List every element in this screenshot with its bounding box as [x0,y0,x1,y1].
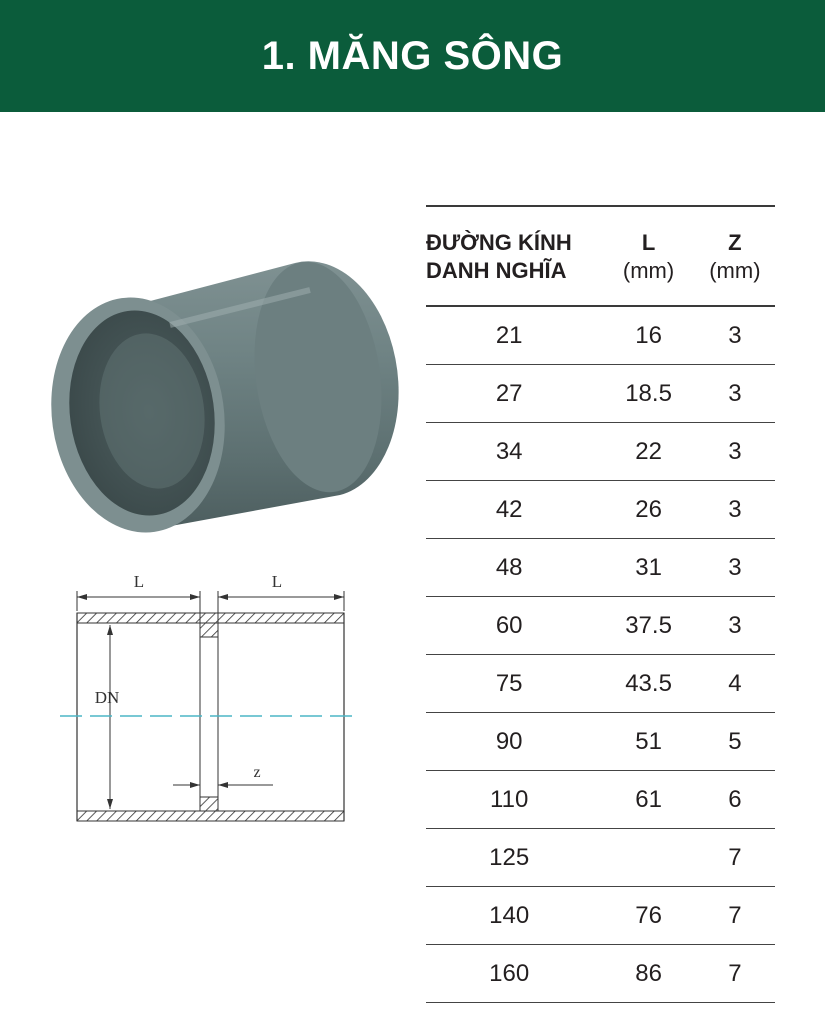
table-row [426,771,775,829]
header-dn-line1: ĐƯỜNG KÍNH [426,230,572,255]
header-z [695,206,775,306]
cell-z: 3 [695,597,775,655]
dim-dn: DN [94,688,120,707]
table-row [426,597,775,655]
cell-nominal-diameter: 110 [426,771,602,829]
cell-l: 76 [602,887,694,945]
cell-nominal-diameter: 27 [426,365,602,423]
coupling-photo [40,245,400,545]
cell-z: 3 [695,306,775,365]
title-banner [0,0,825,112]
table-body [426,306,775,1003]
header-nominal-diameter [426,206,602,306]
dim-l-right: L [271,572,283,591]
table-row [426,481,775,539]
table-header-row [426,206,775,306]
cell-nominal-diameter: 75 [426,655,602,713]
header-l [602,206,694,306]
table-row [426,829,775,887]
dim-l-left: L [133,572,145,591]
cell-nominal-diameter: 48 [426,539,602,597]
cell-z: 7 [695,887,775,945]
table-row [426,306,775,365]
header-l-unit: (mm) [622,258,675,283]
cell-nominal-diameter: 21 [426,306,602,365]
dimension-table [426,205,775,1003]
header-z-name: Z [728,230,742,255]
cell-nominal-diameter: 140 [426,887,602,945]
cell-nominal-diameter: 160 [426,945,602,1003]
table-row [426,539,775,597]
cell-l: 37.5 [602,597,694,655]
cell-z: 6 [695,771,775,829]
cell-nominal-diameter: 60 [426,597,602,655]
cell-z: 5 [695,713,775,771]
table-row [426,655,775,713]
cell-l: 22 [602,423,694,481]
cell-z: 3 [695,365,775,423]
header-z-unit: (mm) [709,258,761,283]
cell-nominal-diameter: 42 [426,481,602,539]
table-row [426,365,775,423]
cell-nominal-diameter: 125 [426,829,602,887]
cell-l: 43.5 [602,655,694,713]
cell-nominal-diameter: 34 [426,423,602,481]
header-dn-line2: DANH NGHĨA [426,258,567,283]
technical-drawing [55,565,370,830]
cell-l: 86 [602,945,694,1003]
table-row [426,887,775,945]
cell-l: 16 [602,306,694,365]
cell-l: 31 [602,539,694,597]
cell-z: 7 [695,829,775,887]
header-l-name: L [641,230,656,255]
table-row [426,713,775,771]
table-row [426,423,775,481]
cell-z: 3 [695,423,775,481]
cell-nominal-diameter: 90 [426,713,602,771]
cell-l: 18.5 [602,365,694,423]
cell-z: 3 [695,481,775,539]
cell-l: 61 [602,771,694,829]
page-title: 1. MĂNG SÔNG [261,33,564,78]
dim-z: z [253,764,261,781]
cell-l: 51 [602,713,694,771]
cell-z: 4 [695,655,775,713]
cell-z: 3 [695,539,775,597]
cell-l: 26 [602,481,694,539]
cell-z: 7 [695,945,775,1003]
table-row [426,945,775,1003]
cell-l [602,829,694,887]
